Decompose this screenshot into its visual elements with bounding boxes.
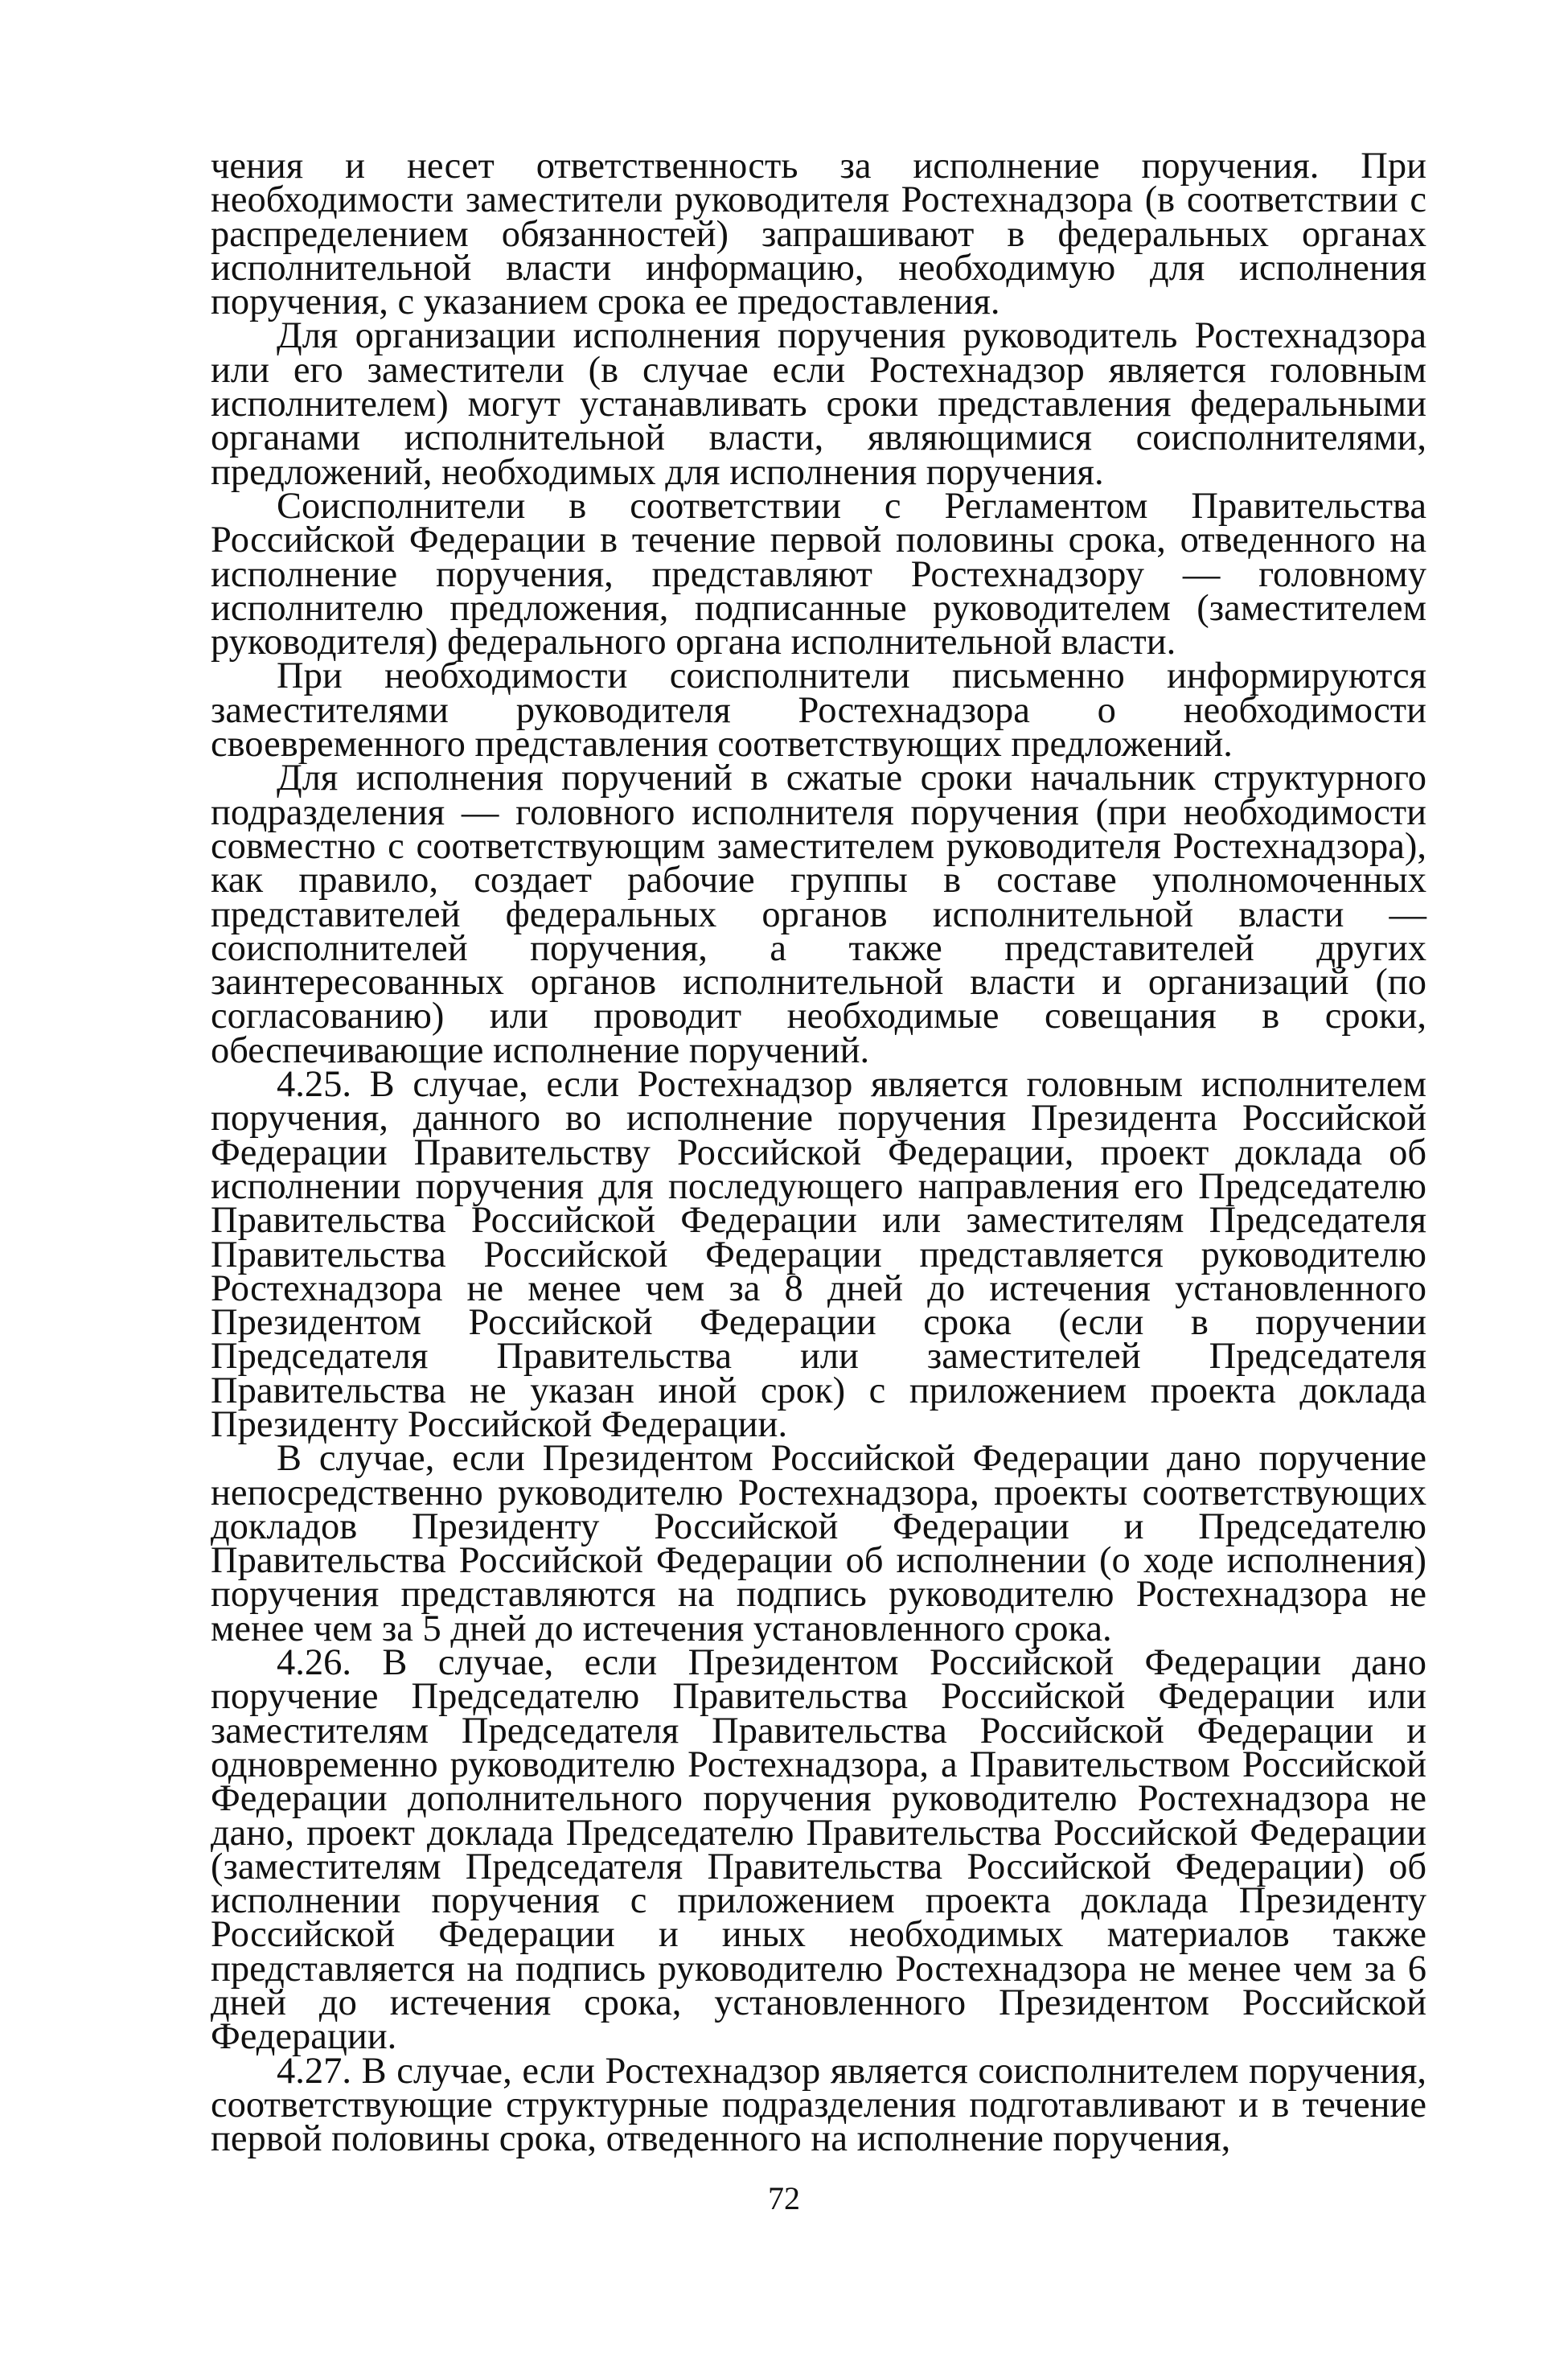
paragraph-working-groups: Для исполнения поручений в сжатые сроки начальник структурного подразделения — головного исполнителя поручения (при необходимости совместно с соответствующим заместителем руководителя Ростехнадзора), как правило, создает рабочие группы в составе уполномоченных представителей федеральных органов исполнительной власти — соисполнителей поручения, а также представителей других заинтересованных органов исполнительной власти и организаций (по согласованию) или проводит необходимые совещания в сроки, обеспечивающие исполнение поручений. <box>211 758 1426 1071</box>
page-number: 72 <box>768 2180 800 2216</box>
page-text-column <box>211 146 1426 2160</box>
paragraph-informing: При необходимости соисполнители письменно информируются заместителями руководителя Ростехнадзора о необходимости своевременного представления соответствующих предложений. <box>211 655 1426 766</box>
paragraph-president-direct: В случае, если Президентом Российской Федерации дано поручение непосредственно руководителю Ростехнадзора, проекты соответствующих докладов Президенту Российской Федерации и Председателю Правительства Российской Федерации об исполнении (о ходе исполнения) поручения представляются на подпись руководителю Ростехнадзора не менее чем за 5 дней до истечения установленного срока. <box>211 1438 1426 1649</box>
paragraph-4-26: 4.26. В случае, если Президентом Российской Федерации дано поручение Председателю Правительства Российской Федерации или заместителям Председателя Правительства Российской Федерации и одновременно руководителю Ростехнадзора, а Правительством Российской Федерации дополнительного поручения руководителю Ростехнадзора не дано, проект доклада Председателю Правительства Российской Федерации (заместителям Председателя Правительства Российской Федерации) об исполнении поручения с приложением проекта доклада Президенту Российской Федерации и иных необходимых материалов также представляется на подпись руководителю Ростехнадзора не менее чем за 6 дней до истечения срока, установленного Президентом Российской Федерации. <box>211 1642 1426 2058</box>
paragraph-4-25: 4.25. В случае, если Ростехнадзор является головным исполнителем поручения, данного во исполнение поручения Президента Российской Федерации Правительству Российской Федерации, проект доклада об исполнении поручения для последующего направления его Председателю Правительства Российской Федерации или заместителям Председателя Правительства Российской Федерации представляется руководителю Ростехнадзора не менее чем за 8 дней до истечения установленного Президентом Российской Федерации срока (если в поручении Председателя Правительства или заместителей Председателя Правительства не указан иной срок) с приложением проекта доклада Президенту Российской Федерации. <box>211 1064 1426 1445</box>
paragraph-4-27: 4.27. В случае, если Ростехнадзор является соисполнителем поручения, соответствующие структурные подразделения подготавливают и в течение первой половины срока, отведенного на исполнение поручения, <box>211 2050 1426 2160</box>
paragraph-coexecutors: Соисполнители в соответствии с Регламентом Правительства Российской Федерации в течение первой половины срока, отведенного на исполнение поручения, представляют Ростехнадзору — головному исполнителю предложения, подписанные руководителем (заместителем руководителя) федерального органа исполнительной власти. <box>211 485 1426 663</box>
paragraph-organization: Для организации исполнения поручения руководитель Ростехнадзора или его заместители (в случае если Ростехнадзор является головным исполнителем) могут устанавливать сроки представления федеральными органами исполнительной власти, являющимися соисполнителями, предложений, необходимых для исполнения поручения. <box>211 315 1426 493</box>
paragraph-continuation: чения и несет ответственность за исполнение поручения. При необходимости заместители руководителя Ростехнадзора (в соответствии с распределением обязанностей) запрашивают в федеральных органах исполнительной власти информацию, необходимую для исполнения поручения, с указанием срока ее предоставления. <box>211 146 1426 323</box>
